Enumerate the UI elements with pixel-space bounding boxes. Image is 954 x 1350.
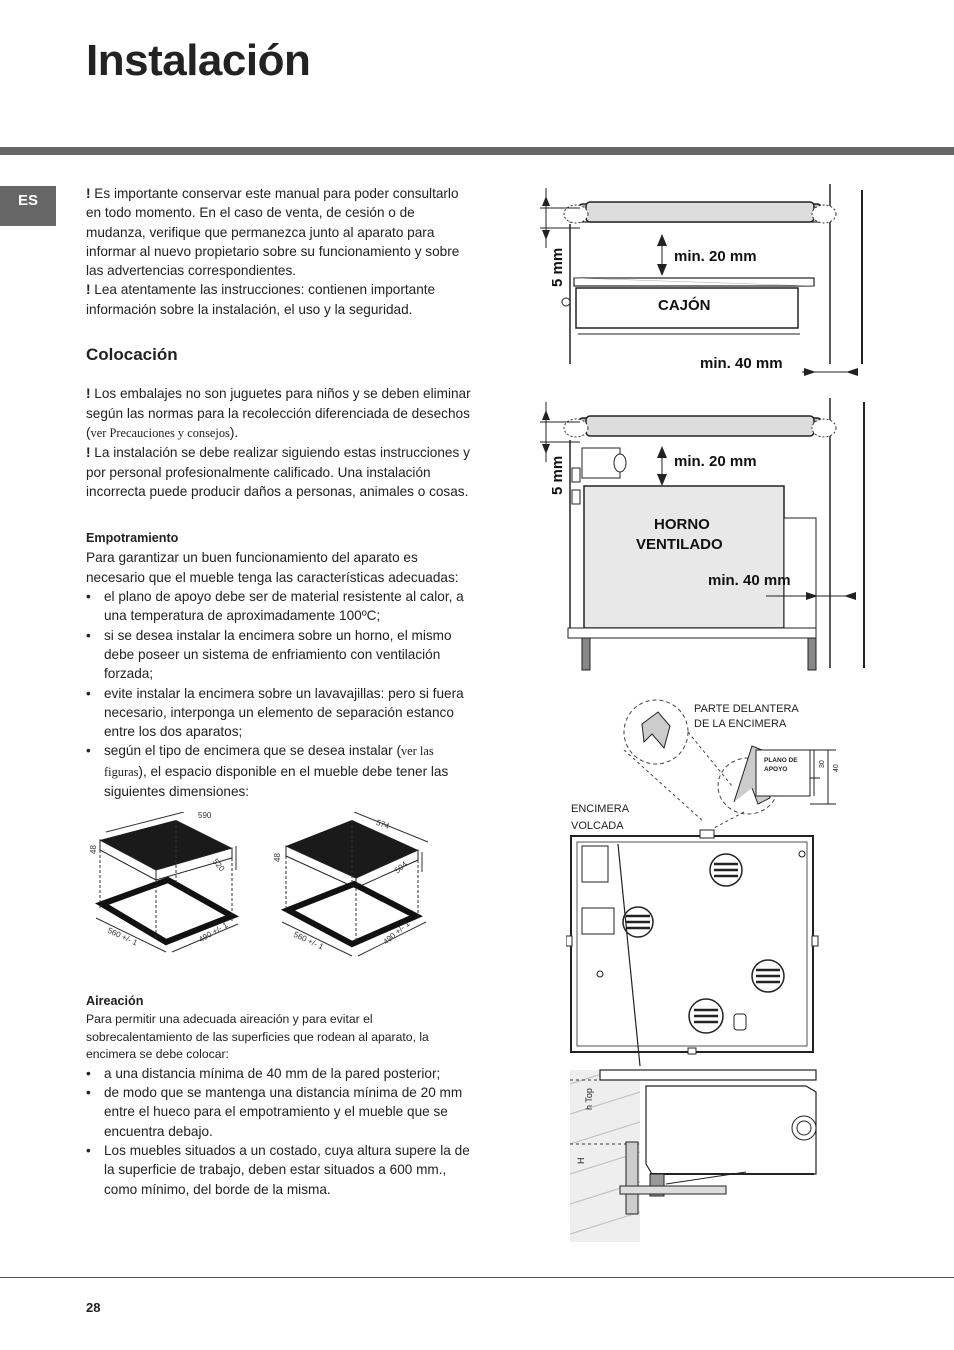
aireacion-list <box>86 1064 472 1199</box>
dim-label: 490 +/- 1 <box>197 920 230 945</box>
front-label-line-1: PARTE DELANTERA <box>694 703 799 715</box>
gap-5mm-label: 5 mm <box>549 455 566 495</box>
flipped-hob <box>566 830 818 1066</box>
dim-label: 490 +/- 1 <box>381 919 412 947</box>
intro-text-2: Lea atentamente las instrucciones: contienen importante información sobre la instalación, el uso y la seguridad. <box>86 282 436 317</box>
colocacion-paragraph-2 <box>86 443 472 501</box>
gap-20mm-label: min. 20 mm <box>674 453 757 470</box>
colocacion-text-2: La instalación se debe realizar siguiendo estas instrucciones y por personal profesionalmente calificado. Una instalación incorrecta puede producir daños a personas, animales o cosas. <box>86 445 470 499</box>
dim-label: 560 +/- 1 <box>292 929 325 952</box>
oven-label-line-2: VENTILADO <box>636 536 723 553</box>
colocacion-heading: Colocación <box>86 345 178 365</box>
dim-label: 520 <box>210 857 227 874</box>
page-title: Instalación <box>86 36 311 85</box>
colocacion-text-1b: ). <box>229 424 239 440</box>
colocacion-paragraph-1 <box>86 384 472 443</box>
list-item <box>86 741 472 801</box>
footer-rule <box>0 1277 954 1278</box>
dim-30-label: 30 <box>819 760 826 768</box>
list-item: • si se desea instalar la encimera sobre un horno, el mismo debe poseer un sistema de enfriamiento con ventilación forzada; <box>86 626 472 684</box>
empotramiento-heading: Empotramiento <box>86 531 179 546</box>
support-label-line-1: PLANO DE <box>764 757 798 764</box>
dim-40-label: 40 <box>833 764 840 772</box>
section-view <box>570 1070 816 1242</box>
list-item: • a una distancia mínima de 40 mm de la pared posterior; <box>86 1064 472 1083</box>
gap-40mm-label: min. 40 mm <box>708 572 791 589</box>
warning-mark: ! <box>86 386 91 402</box>
dim-label: 48 <box>273 853 282 862</box>
drawer-label: CAJÓN <box>658 297 711 314</box>
flipped-label-line-2: VOLCADA <box>571 820 624 832</box>
dim-label: 590 <box>198 812 212 820</box>
gap-20mm-label: min. 20 mm <box>674 248 757 265</box>
dim-label: 48 <box>89 845 98 854</box>
dim-label: 504 <box>393 859 410 876</box>
bracket-mounting-figure <box>566 694 856 1250</box>
page-number: 28 <box>86 1300 101 1315</box>
hob-a-diagram <box>89 812 238 952</box>
header-rule <box>0 147 954 155</box>
empotramiento-intro: Para garantizar un buen funcionamiento del aparato es necesario que el mueble tenga las características adecuadas: <box>86 550 459 585</box>
list-item: • evite instalar la encimera sobre un lavavajillas: pero si fuera necesario, interponga un elemento de separación estanco entre los dos aparatos; <box>86 684 472 742</box>
cutout-dimensions-figure <box>86 812 446 974</box>
h-label: H <box>576 1157 586 1164</box>
list-item-text-a: según el tipo de encimera que se desea instalar ( <box>104 743 401 759</box>
aireacion-heading: Aireación <box>86 994 144 1008</box>
gap-40mm-label: min. 40 mm <box>700 355 783 372</box>
intro-paragraph-1 <box>86 184 472 280</box>
gap-5mm-label: 5 mm <box>549 247 566 287</box>
cross-reference: ver las figuras <box>104 744 434 779</box>
warning-mark: ! <box>86 282 91 298</box>
dim-label: 560 +/- 1 <box>106 925 139 948</box>
bracket-detail <box>624 700 840 828</box>
oven-label-line-1: HORNO <box>654 516 710 533</box>
hob-b-diagram <box>273 812 428 956</box>
support-label-line-2: APOYO <box>764 766 788 773</box>
h-top-label: h Top <box>584 1088 594 1110</box>
aireacion-intro: Para permitir una adecuada aireación y para evitar el sobrecalentamiento de las superficies que rodean al aparato, la encimera se debe colocar: <box>86 1012 429 1062</box>
empotramiento-list <box>86 587 472 801</box>
dim-label: 574 <box>374 817 391 831</box>
list-item-text-b: ), el espacio disponible en el mueble debe tener las siguientes dimensiones: <box>104 763 449 800</box>
colocacion-text-1a: Los embalajes no son juguetes para niños y se deben eliminar según las normas para la recolección diferenciada de desechos ( <box>86 386 471 440</box>
language-tab: ES <box>0 186 56 226</box>
front-label-line-2: DE LA ENCIMERA <box>694 718 787 730</box>
list-item: • Los muebles situados a un costado, cuya altura supere la de la superficie de trabajo, deben estar situados a 600 mm., como mínimo, del borde de la misma. <box>86 1141 472 1199</box>
intro-paragraph-2 <box>86 280 472 319</box>
warning-mark: ! <box>86 186 91 201</box>
aireacion-section <box>86 992 472 1199</box>
warning-mark: ! <box>86 445 91 461</box>
cross-reference: ver Precauciones y consejos <box>90 425 230 440</box>
list-item: • de modo que se mantenga una distancia mínima de 20 mm entre el hueco para el empotramiento y el mueble que se encuentra debajo. <box>86 1083 472 1141</box>
drawer-installation-figure <box>520 184 880 384</box>
oven-installation-figure <box>520 398 880 674</box>
intro-text-1: Es importante conservar este manual para poder consultarlo en todo momento. En el caso de venta, de cesión o de mudanza, verifique que permanezca junto al aparato para informar al nuevo propietario sobre su funcionamiento y sobre las advertencias correspondientes. <box>86 186 460 279</box>
text-column <box>86 184 472 801</box>
flipped-label-line-1: ENCIMERA <box>571 803 630 815</box>
list-item: • el plano de apoyo debe ser de material resistente al calor, a una temperatura de aproximadamente 100ºC; <box>86 587 472 626</box>
